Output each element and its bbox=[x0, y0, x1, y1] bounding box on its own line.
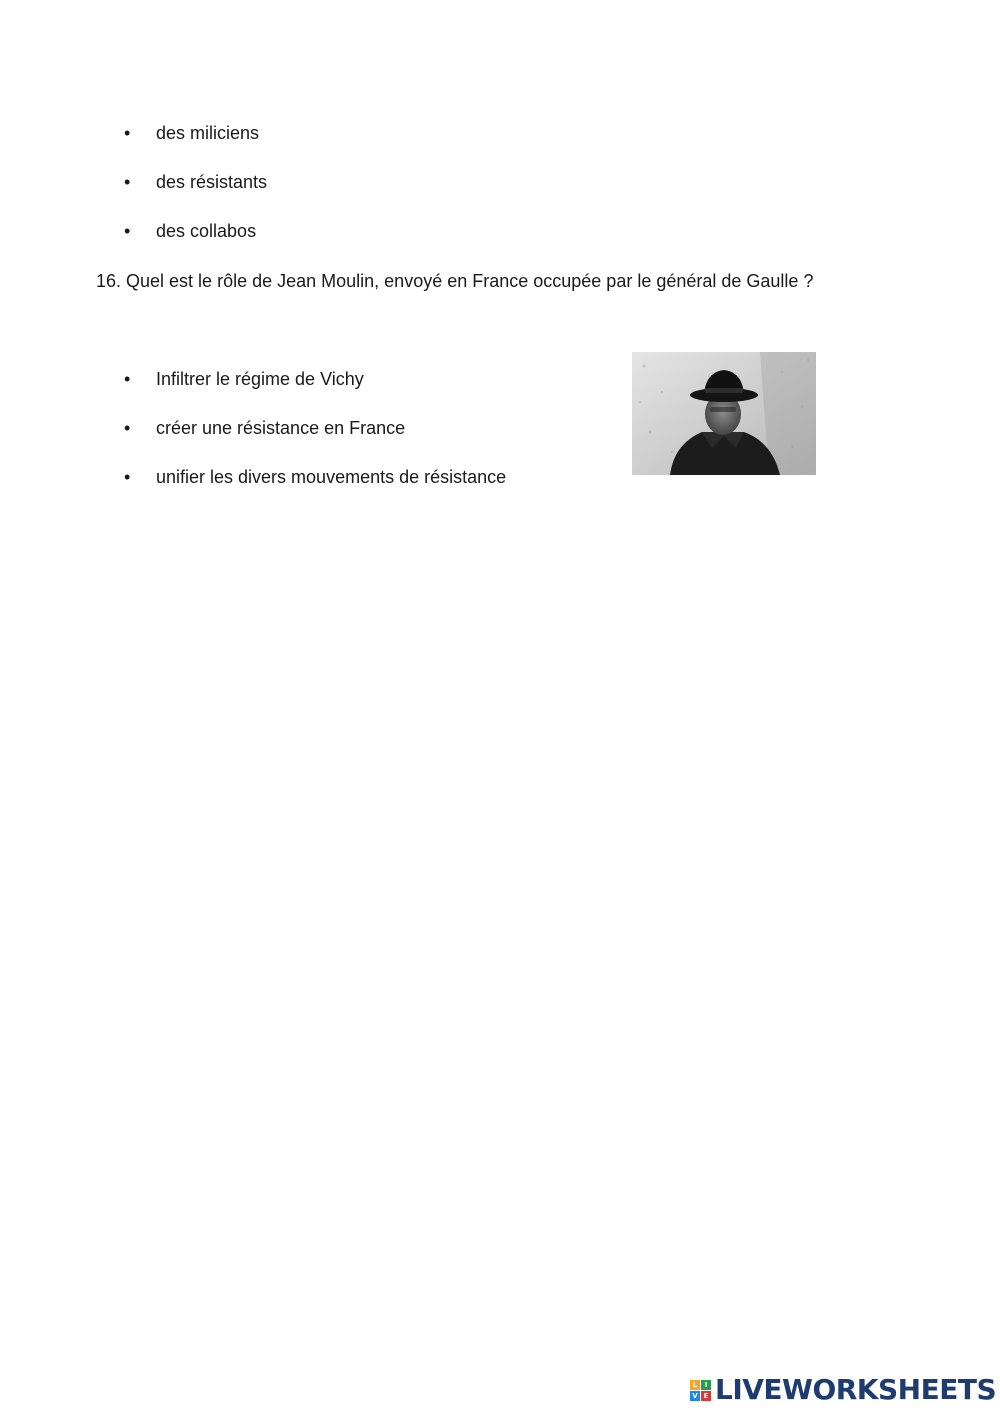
logo-letter-v: V bbox=[690, 1391, 700, 1401]
bullet-icon: • bbox=[124, 123, 131, 143]
bullet-icon: • bbox=[124, 172, 131, 192]
option-label: des collabos bbox=[156, 221, 257, 241]
portrait-photo bbox=[632, 352, 816, 475]
logo-letter-e: E bbox=[701, 1391, 711, 1401]
logo-mark-icon bbox=[690, 1380, 711, 1401]
question-text: 16. Quel est le rôle de Jean Moulin, envoyé en France occupée par le général de Gaulle ? bbox=[96, 271, 814, 291]
logo-text: LIVEWORKSHEETS bbox=[715, 1373, 997, 1406]
bullet-icon: • bbox=[124, 221, 131, 241]
option-label: créer une résistance en France bbox=[156, 418, 406, 438]
option-label: unifier les divers mouvements de résistance bbox=[156, 467, 507, 487]
option-label: des résistants bbox=[156, 172, 268, 192]
bullet-icon: • bbox=[124, 369, 131, 389]
logo-letter-l: L bbox=[690, 1380, 700, 1390]
bullet-icon: • bbox=[124, 418, 131, 438]
logo-letter-i: I bbox=[701, 1380, 711, 1390]
option-label: Infiltrer le régime de Vichy bbox=[156, 369, 364, 389]
option-label: des miliciens bbox=[156, 123, 260, 143]
bullet-icon: • bbox=[124, 467, 131, 487]
liveworksheets-logo[interactable] bbox=[690, 1374, 996, 1406]
